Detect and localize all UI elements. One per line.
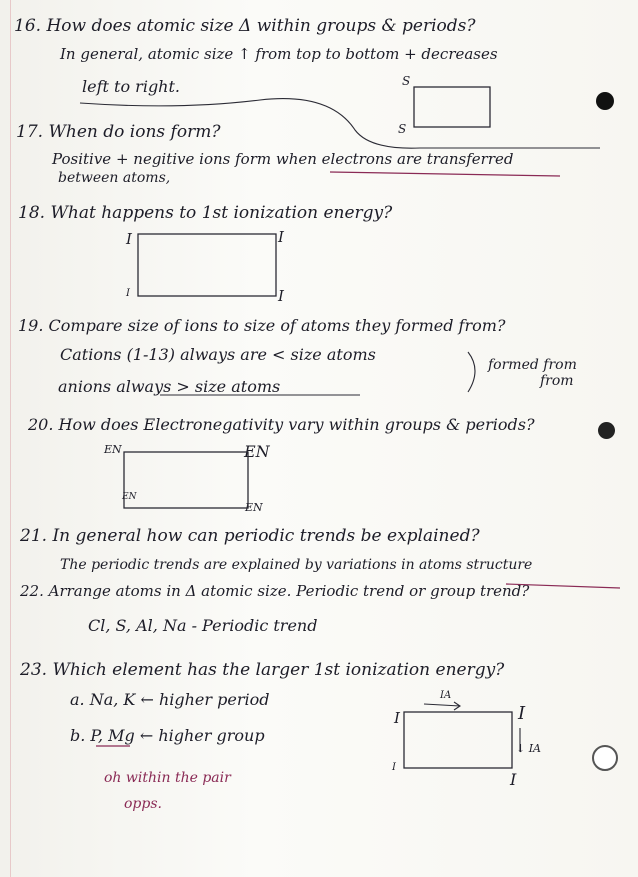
q19-bracket-note-1: formed from xyxy=(488,357,577,373)
q18-diagram-i-top-left: I xyxy=(126,230,132,248)
q23-diagram-down-ia: ↓ IA xyxy=(516,742,542,755)
q23-diagram-i-top-right: I xyxy=(518,703,526,724)
q23-note-line-1: oh within the pair xyxy=(104,770,231,786)
q16-diagram-s-bottom: S xyxy=(398,122,407,136)
q23-diagram-box xyxy=(404,712,512,768)
q23-diagram-i-top-left: I xyxy=(394,709,400,727)
q23-note-line-2: opps. xyxy=(124,796,162,812)
q22-question: 22. Arrange atoms in Δ atomic size. Periodic trend or group trend? xyxy=(20,582,530,600)
q19-question: 19. Compare size of ions to size of atoms they formed from? xyxy=(18,316,506,335)
q21-question: 21. In general how can periodic trends be explained? xyxy=(20,526,480,546)
q23-diagram-i-bottom-left: I xyxy=(392,762,396,773)
q16-answer-line-1: In general, atomic size ↑ from top to bottom + decreases xyxy=(60,45,498,63)
q18-diagram-i-bottom-right: I xyxy=(278,287,284,305)
q20-diagram-en-bottom-left: EN xyxy=(122,492,137,502)
q17-answer-line-2: between atoms, xyxy=(58,170,171,186)
q19-answer-line-1: Cations (1-13) always are < size atoms xyxy=(60,345,376,364)
q20-diagram-en-top-left: EN xyxy=(104,443,122,456)
q19-answer-line-2: anions always > size atoms xyxy=(58,377,281,396)
q16-question: 16. How does atomic size Δ within groups & periods? xyxy=(14,16,476,36)
q17-answer-line-1: Positive + negitive ions form when electrons are transferred xyxy=(52,150,514,168)
q19-bracket xyxy=(468,352,475,392)
q16-answer-line-2: left to right. xyxy=(82,77,180,96)
q16-diagram-box xyxy=(414,87,490,127)
q23-part-b: b. P, Mg ← higher group xyxy=(70,726,265,745)
q18-diagram-i-bottom-left: I xyxy=(126,288,130,299)
q20-diagram-en-top-right: EN xyxy=(244,442,270,461)
q17-underline xyxy=(330,172,560,176)
q22-answer: Cl, S, Al, Na - Periodic trend xyxy=(88,616,318,635)
q16-diagram-s-top: S xyxy=(402,74,411,88)
q18-question: 18. What happens to 1st ionization energy? xyxy=(18,203,393,223)
q20-diagram-box xyxy=(124,452,248,508)
q21-answer: The periodic trends are explained by variations in atoms structure xyxy=(60,557,533,573)
q20-diagram-en-bottom-right: EN xyxy=(245,501,263,514)
q18-diagram-i-top-right: I xyxy=(278,228,284,246)
q19-bracket-note-2: from xyxy=(540,373,574,389)
q23-diagram-ia-top: IA xyxy=(440,690,452,701)
q23-arrow xyxy=(424,702,460,710)
q23-question: 23. Which element has the larger 1st ionization energy? xyxy=(20,660,505,680)
q17-question: 17. When do ions form? xyxy=(16,122,221,142)
q21-underline xyxy=(506,584,620,588)
q16-underline-curve xyxy=(80,99,600,149)
q20-question: 20. How does Electronegativity vary within groups & periods? xyxy=(28,415,535,434)
q23-part-a: a. Na, K ← higher period xyxy=(70,690,270,709)
q23-diagram-i-bottom-right: I xyxy=(510,770,517,789)
q18-diagram-box xyxy=(138,234,276,296)
